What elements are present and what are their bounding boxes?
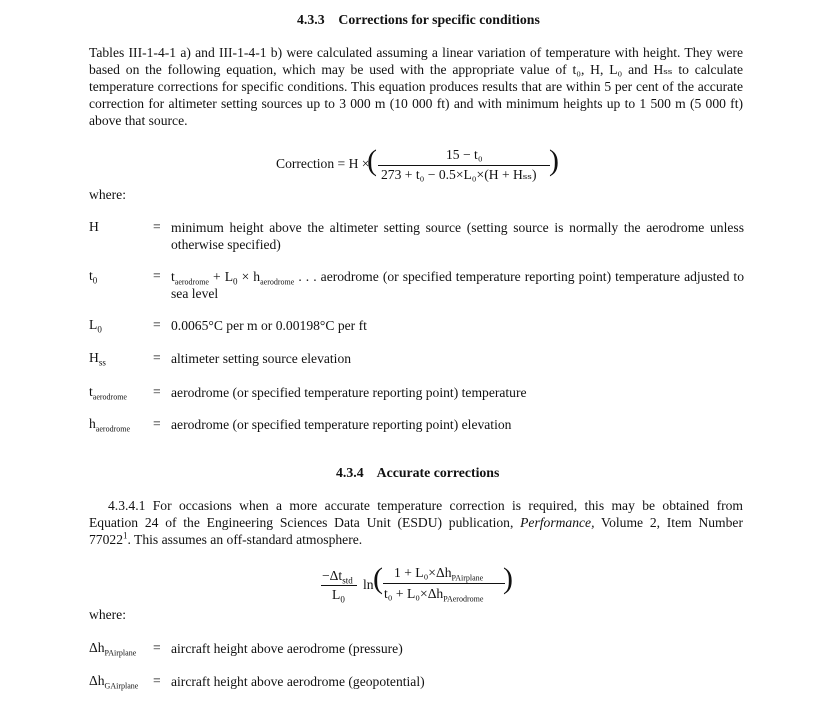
- paragraph-line: correction for altimeter setting sources up to 3 000 m (10 000 ft) and with minimum heights up to 1 500 m (5 000 ft): [89, 96, 743, 111]
- section-title: Corrections for specific conditions: [338, 12, 540, 27]
- left-paren: (: [367, 144, 377, 177]
- section-title: Accurate corrections: [376, 465, 500, 480]
- fraction-bar: [321, 585, 357, 586]
- symbol-dh-pairplane: $\Delta h_{PAirplane}$: [89, 640, 137, 658]
- definition-h-aerodrome: aerodrome (or specified temperature reporting point) elevation: [171, 417, 512, 432]
- left-paren: (: [373, 562, 383, 595]
- equals-sign: =: [153, 416, 161, 431]
- definition-h: [171, 219, 744, 253]
- fraction-bar: [383, 583, 505, 584]
- right-paren: ): [549, 144, 559, 177]
- definition-l0: 0.0065°C per m or 0.00198°C per ft: [171, 318, 367, 333]
- left-denominator: $L_0$: [332, 587, 345, 605]
- symbol-t-aerodrome: $t_{aerodrome}$: [89, 384, 127, 402]
- where-label: where:: [89, 607, 126, 622]
- definition-line: $t_{aerodrome} + L_0 \times h_{aerodrome}$ . . . aerodrome (or specified temperature reporting point) temperature adjusted to: [171, 269, 744, 287]
- section-heading-4-3-3: [297, 12, 540, 28]
- definition-t-aerodrome: aerodrome (or specified temperature reporting point) temperature: [171, 385, 527, 400]
- definition-dh-gairplane: aircraft height above aerodrome (geopotential): [171, 674, 425, 689]
- paragraph-line: 77022$^1$. This assumes an off-standard atmosphere.: [89, 530, 363, 547]
- equals-sign: =: [153, 640, 161, 655]
- equals-sign: =: [153, 384, 161, 399]
- section-heading-4-3-4: [336, 465, 499, 481]
- right-paren: ): [503, 562, 513, 595]
- paragraph-line: above that source.: [89, 113, 188, 128]
- definition-dh-pairplane: aircraft height above aerodrome (pressure): [171, 641, 403, 656]
- equals-sign: =: [153, 219, 161, 234]
- paragraph-line: temperature corrections for specific conditions. This equation produces results that are within 5 per cent of the accurate: [89, 79, 743, 94]
- paragraph-line: 4.3.4.1 For occasions when a more accurate temperature correction is required, this may be obtained from: [108, 498, 743, 513]
- intro-paragraph: [89, 44, 743, 129]
- equals-sign: =: [153, 673, 161, 688]
- equation-denominator: 273 + t₀ − 0.5×L₀×(H + Hₛₛ): [381, 167, 537, 182]
- definition-line: sea level: [171, 286, 219, 301]
- right-denominator: $t_0 + L_0\times\Delta h_{PAerodrome}$: [384, 586, 484, 604]
- section-number: 4.3.3: [297, 12, 325, 27]
- section-number: 4.3.4: [336, 465, 364, 480]
- symbol-t0: $t_0$: [89, 268, 98, 286]
- symbol-hss: $H_{ss}$: [89, 350, 106, 368]
- symbol-dh-gairplane: $\Delta h_{GAirplane}$: [89, 673, 139, 691]
- equals-sign: =: [153, 317, 161, 332]
- right-numerator: $1 + L_0\times\Delta h_{PAirplane}$: [394, 565, 484, 583]
- ln-operator: ln: [363, 577, 374, 592]
- symbol-h-aerodrome: $h_{aerodrome}$: [89, 416, 130, 434]
- fraction-bar: [378, 165, 550, 166]
- equation-lhs: Correction = H ×: [276, 156, 370, 171]
- equals-sign: =: [153, 350, 161, 365]
- symbol-h: H: [89, 219, 99, 234]
- definition-t0: [171, 268, 744, 302]
- paragraph-line: Equation 24 of the Engineering Sciences Data Unit (ESDU) publication, Performance, Volume 2, Item Number: [89, 515, 743, 530]
- definition-line: otherwise specified): [171, 237, 281, 252]
- equation-numerator: 15 − t₀: [446, 147, 483, 162]
- definition-hss: altimeter setting source elevation: [171, 351, 352, 366]
- symbol-l0: $L_0$: [89, 317, 102, 335]
- left-numerator: $-\Delta t_{std}$: [322, 568, 353, 586]
- paragraph-line: Tables III-1-4-1 a) and III-1-4-1 b) were calculated assuming a linear variation of temperature with height. They were: [89, 45, 743, 60]
- accurate-corrections-paragraph: [89, 497, 743, 548]
- paragraph-line: based on the following equation, which may be used with the appropriate value of t₀, H, L₀ and Hₛₛ to calculate: [89, 62, 743, 77]
- definition-line: minimum height above the altimeter setting source (setting source is normally the aerodrome unless: [171, 220, 744, 235]
- footnote-mark: 1: [122, 530, 128, 541]
- equals-sign: =: [153, 268, 161, 283]
- where-label: where:: [89, 187, 126, 202]
